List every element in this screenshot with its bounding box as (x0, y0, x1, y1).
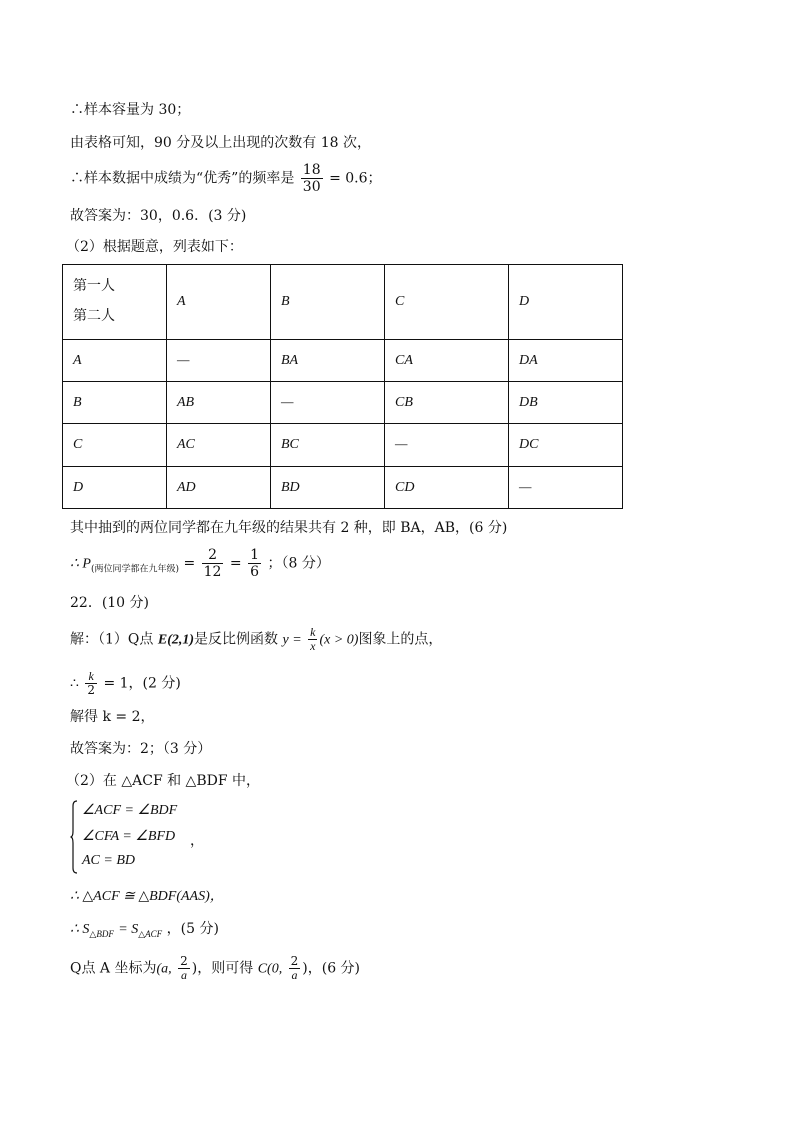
text-line-k-value (70, 707, 154, 727)
text: 故答案为：30，0.6．(3 分) (70, 208, 247, 224)
text: ∴样本数据中成绩为“优秀”的频率是 (70, 170, 295, 187)
fraction-denominator: 2 (87, 683, 96, 697)
equation-line: ∠CFA = ∠BFD (82, 829, 176, 844)
text-line-result-count (70, 518, 507, 538)
table-cell: — (509, 467, 623, 509)
probability-subscript: (两位同学都在九年级) (90, 564, 179, 575)
fraction-denominator: 12 (203, 564, 222, 580)
table-cell: BC (271, 424, 385, 467)
text: 图象上的点， (358, 631, 443, 648)
table-cell: — (271, 382, 385, 424)
left-brace-icon (70, 800, 78, 874)
text: 解：（1） (70, 631, 128, 648)
fraction-numerator: k (310, 625, 316, 639)
table-header-row (63, 265, 623, 340)
fraction-k-x (308, 626, 317, 653)
text-line-answer-2 (70, 739, 211, 759)
fraction-numerator: 2 (290, 954, 299, 968)
question-number-22 (70, 593, 149, 613)
table-row (63, 382, 623, 424)
fraction-denominator: a (180, 968, 187, 982)
table-cell: CD (385, 467, 509, 509)
table-row-label: C (63, 424, 167, 467)
fraction-numerator: k (85, 670, 97, 684)
text: y = (282, 632, 302, 648)
table-row-label: B (63, 382, 167, 424)
fraction-denominator: x (310, 639, 316, 653)
table-corner-cell (63, 265, 167, 340)
table-cell: — (167, 340, 271, 382)
text: ∴ P (70, 556, 91, 572)
text: Q点 A 坐标为 (70, 960, 157, 977)
table-cell: DA (509, 340, 623, 382)
fraction-numerator: 2 (202, 547, 224, 564)
equation-line: ∠ACF = ∠BDF (82, 803, 178, 818)
fraction-2-a (289, 955, 301, 982)
because-symbol: Q (127, 631, 140, 648)
text: ；（8 分） (267, 555, 330, 572)
text: = (183, 555, 196, 572)
text-line-coordinates (70, 955, 360, 982)
text-line-frequency (70, 162, 382, 195)
text: ，(5 分) (166, 921, 219, 937)
fraction-numerator: 1 (250, 547, 260, 563)
text-line-answer-1 (70, 206, 246, 226)
text: (x > 0) (319, 632, 359, 648)
text: 解得 k = 2， (70, 709, 155, 725)
fraction-k-2 (85, 670, 97, 697)
table-cell: — (385, 424, 509, 467)
text: 是反比例函数 (194, 631, 279, 648)
table-cell: DC (509, 424, 623, 467)
text: ∴ S (70, 922, 90, 937)
point-e: E(2,1) (157, 632, 195, 648)
text: （2）根据题意，列表如下： (66, 239, 243, 255)
text: )，则可得 (191, 960, 254, 977)
fraction-numerator: 2 (180, 954, 188, 968)
text: = S (118, 922, 139, 937)
equation-system (70, 800, 270, 876)
table-cell: AD (167, 467, 271, 509)
therefore-symbol: ∴ (70, 675, 79, 692)
text: 点 (139, 631, 154, 648)
table-row-label: D (63, 467, 167, 509)
text: 故答案为：2；（3 分） (70, 741, 212, 757)
table-cell: BD (271, 467, 385, 509)
fraction-2-12 (202, 547, 224, 580)
text: )，(6 分) (302, 960, 361, 977)
text: 其中抽到的两位同学都在九年级的结果共有 2 种，即 BA，AB，(6 分) (70, 520, 508, 536)
outcome-table (62, 264, 623, 509)
corner-label-first: 第一人 (73, 279, 115, 294)
text: ∴样本容量为 30； (70, 102, 191, 118)
text: （2）在 △ACF 和 △BDF 中， (66, 773, 261, 789)
table-row (63, 340, 623, 382)
text: C(0, (257, 961, 283, 977)
text: (a, (156, 961, 172, 977)
table-header-cell: C (385, 265, 509, 340)
text: ， (190, 833, 204, 849)
text-line-part-2 (66, 237, 243, 257)
fraction-denominator: 30 (302, 179, 321, 195)
text: 22．(10 分) (70, 595, 150, 611)
table-header-cell: B (271, 265, 385, 340)
fraction-18-30 (301, 162, 323, 195)
text: 由表格可知，90 分及以上出现的次数有 18 次， (70, 135, 371, 151)
text-line-probability (70, 547, 330, 580)
text-line-solution-1 (70, 626, 442, 653)
text-line-part-2b (66, 771, 260, 791)
text: = 1，(2 分) (103, 675, 181, 692)
equation-line: AC = BD (82, 853, 135, 868)
text-line-area (70, 919, 219, 944)
fraction-2-a (178, 955, 190, 982)
table-header-cell: D (509, 265, 623, 340)
fraction-numerator: 18 (302, 162, 321, 178)
table-cell: CA (385, 340, 509, 382)
fraction-denominator: 6 (250, 564, 260, 580)
fraction-denominator: a (291, 968, 298, 982)
text-line-sample-size (70, 100, 190, 120)
text-line-congruent (70, 886, 224, 907)
text: ∴ △ACF ≅ △BDF(AAS)， (70, 889, 224, 904)
table-cell: DB (509, 382, 623, 424)
table-row-label: A (63, 340, 167, 382)
text: = (229, 555, 242, 572)
table-cell: CB (385, 382, 509, 424)
table-row (63, 467, 623, 509)
fraction-1-6 (248, 547, 261, 580)
table-row (63, 424, 623, 467)
table-cell: AB (167, 382, 271, 424)
corner-label-second: 第二人 (73, 309, 115, 324)
text-line-count (70, 133, 371, 153)
subscript: △BDF (89, 929, 114, 939)
table-cell: BA (271, 340, 385, 382)
table-cell: AC (167, 424, 271, 467)
text: = 0.6； (329, 170, 382, 187)
text-line-k-half (70, 670, 181, 697)
subscript: △ACF (138, 929, 163, 939)
table-header-cell: A (167, 265, 271, 340)
